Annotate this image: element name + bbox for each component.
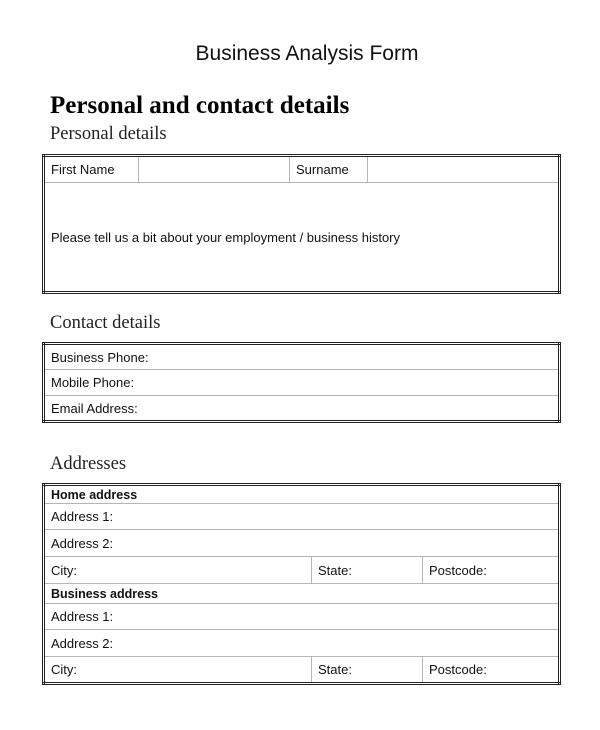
email-address-field[interactable] xyxy=(44,396,560,422)
home-state-label: State: xyxy=(318,562,352,578)
business-address2-label: Address 2: xyxy=(51,635,114,651)
business-city-field[interactable] xyxy=(44,657,312,684)
home-postcode-label: Postcode: xyxy=(429,562,487,578)
mobile-phone-field[interactable] xyxy=(44,370,560,396)
employment-history-prompt: Please tell us a bit about your employment / business history xyxy=(51,229,401,245)
home-postcode-field[interactable] xyxy=(423,557,560,584)
business-city-label: City: xyxy=(51,662,77,677)
home-city-field[interactable] xyxy=(44,557,312,584)
home-state-field[interactable] xyxy=(312,557,423,584)
document-title: Business Analysis Form xyxy=(195,42,419,65)
first-name-field[interactable] xyxy=(139,156,290,183)
personal-details-title: Personal details xyxy=(50,124,167,144)
business-state-field[interactable] xyxy=(312,657,423,684)
business-phone-field[interactable] xyxy=(44,344,560,370)
business-postcode-field[interactable] xyxy=(423,657,560,684)
home-address2-field[interactable] xyxy=(44,530,560,557)
employment-history-field[interactable] xyxy=(44,183,560,293)
email-address-label: Email Address: xyxy=(51,400,138,416)
home-address-header: Home address xyxy=(44,485,560,504)
business-address1-label: Address 1: xyxy=(51,609,114,624)
home-address2-label: Address 2: xyxy=(51,535,114,551)
surname-field[interactable] xyxy=(368,156,560,183)
contact-details-table xyxy=(42,342,561,423)
business-address-header: Business address xyxy=(44,584,560,604)
addresses-table xyxy=(42,483,561,685)
home-address1-field[interactable] xyxy=(44,504,560,530)
home-address1-label: Address 1: xyxy=(51,509,114,524)
business-address1-field[interactable] xyxy=(44,604,560,630)
business-postcode-label: Postcode: xyxy=(429,662,487,677)
addresses-title: Addresses xyxy=(50,454,127,474)
home-city-label: City: xyxy=(51,562,77,578)
business-phone-label: Business Phone: xyxy=(51,349,149,365)
personal-details-table xyxy=(42,154,561,294)
section-heading: Personal and contact details xyxy=(50,92,350,119)
contact-details-title: Contact details xyxy=(50,313,161,333)
surname-label: Surname xyxy=(290,156,368,183)
mobile-phone-label: Mobile Phone: xyxy=(51,375,135,390)
business-state-label: State: xyxy=(318,662,352,677)
business-address2-field[interactable] xyxy=(44,630,560,657)
first-name-label: First Name xyxy=(44,156,139,183)
